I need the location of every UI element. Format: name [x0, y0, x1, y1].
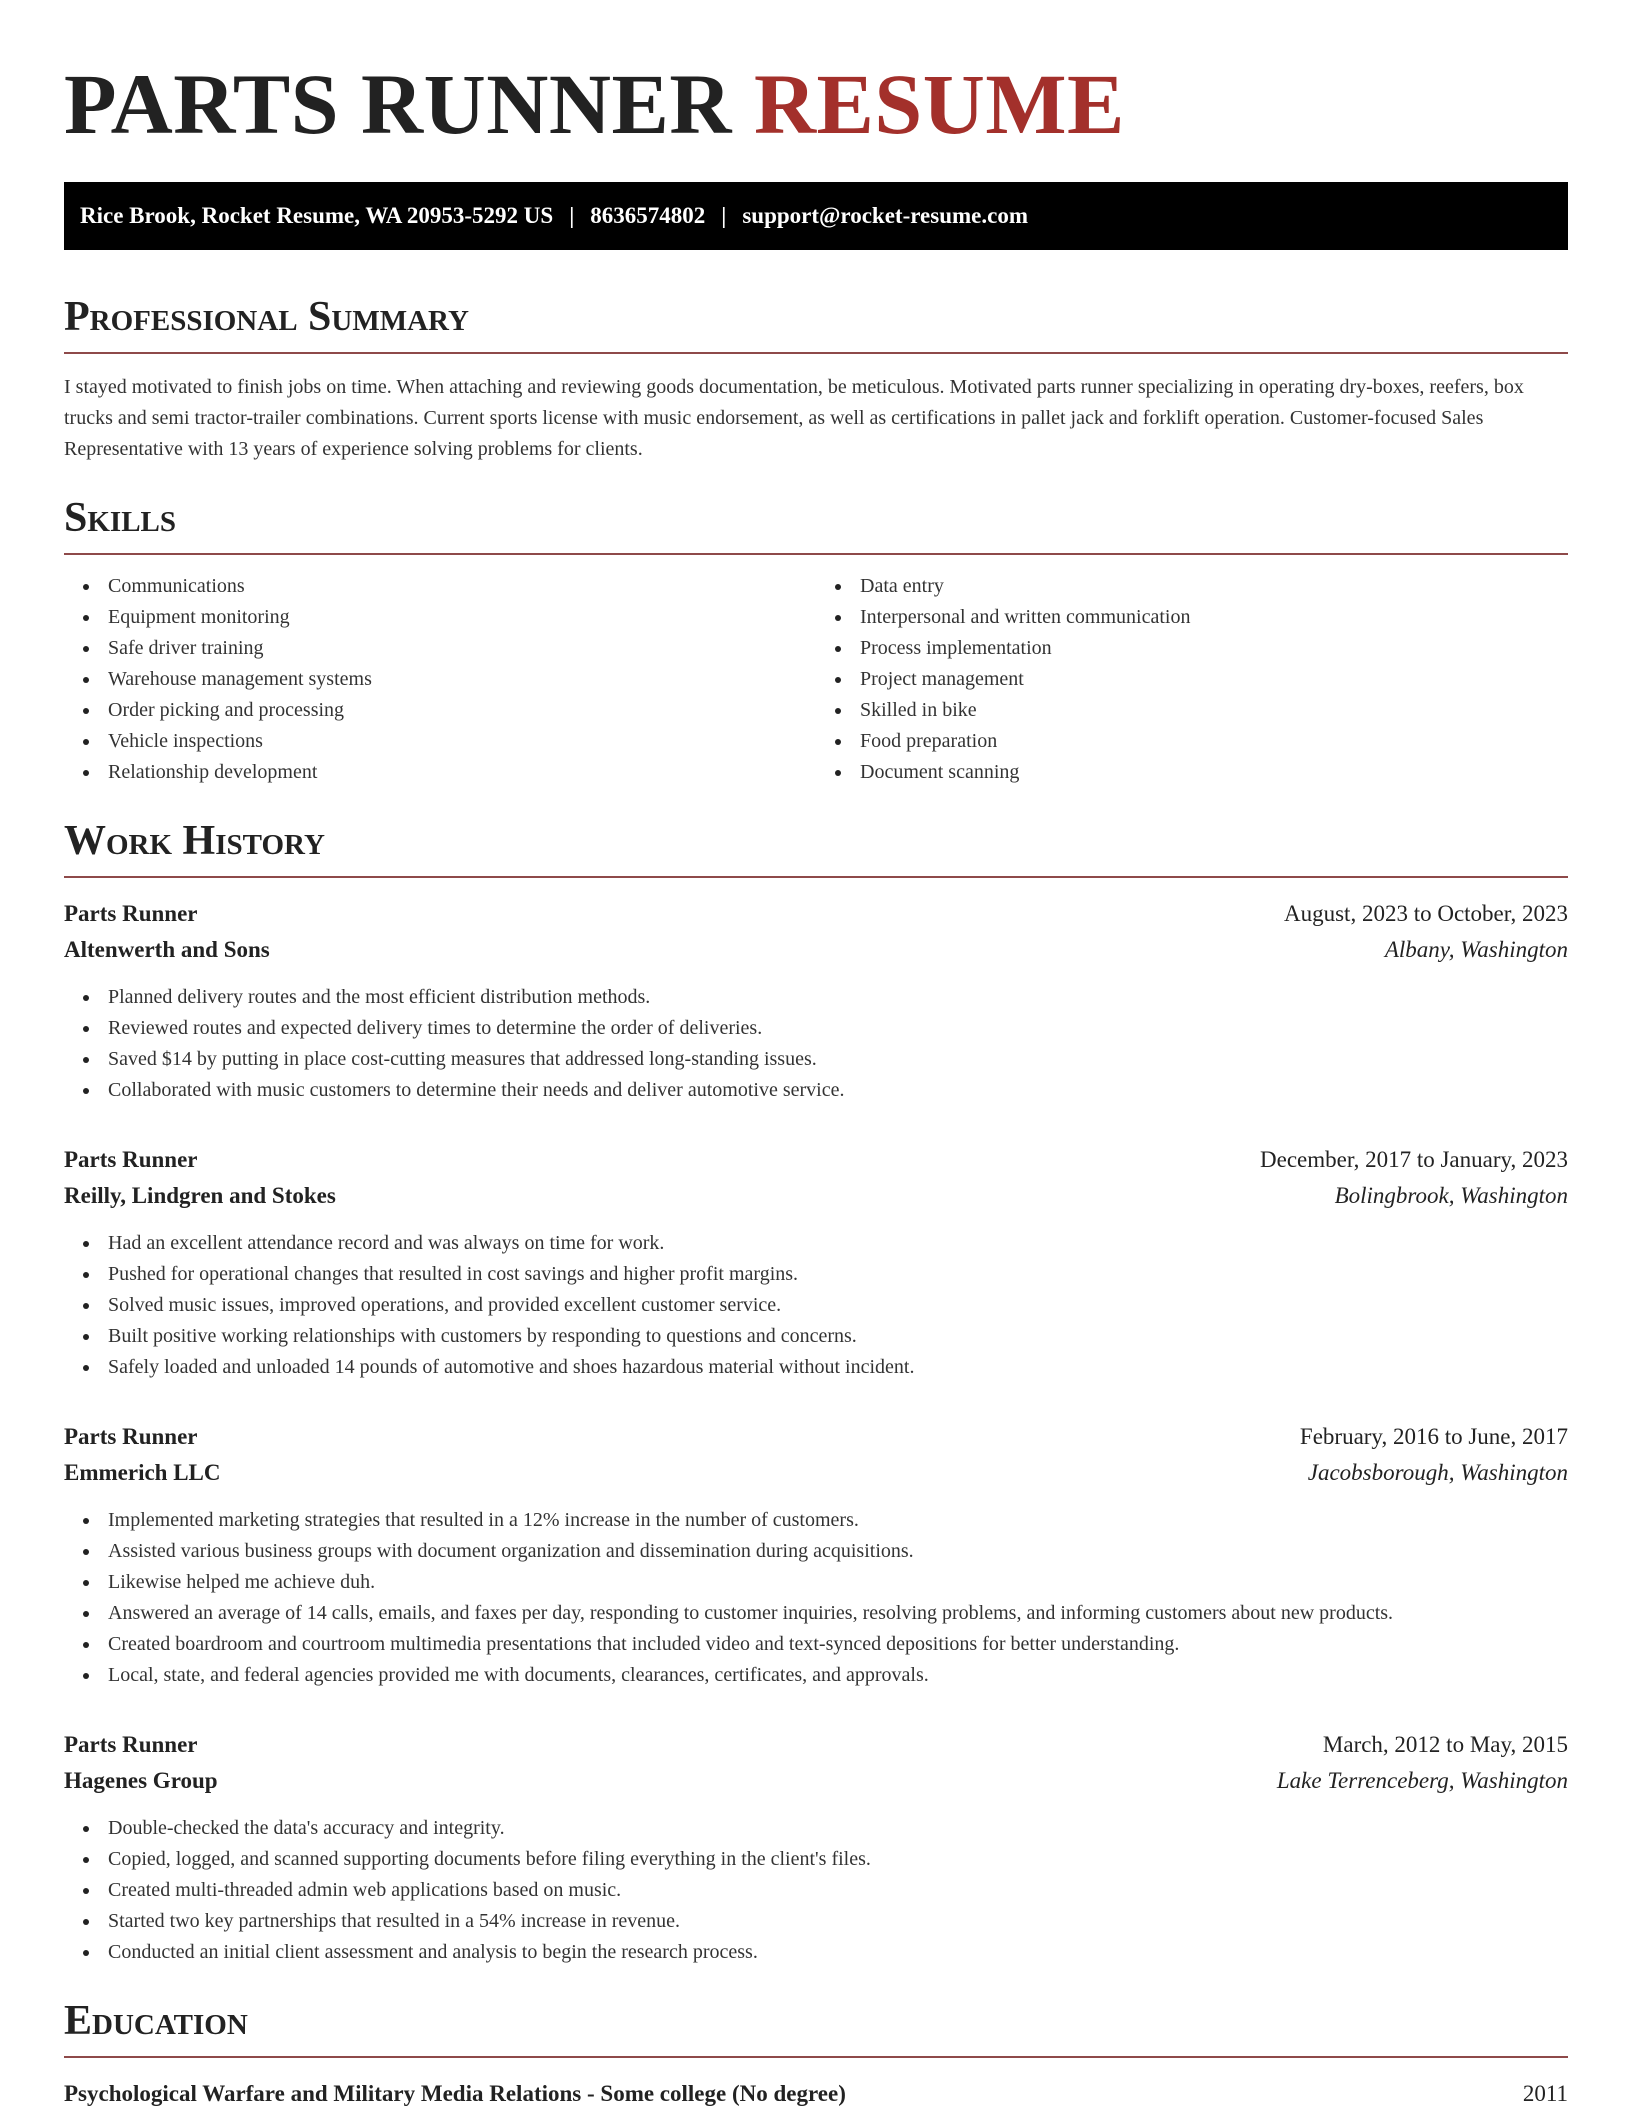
contact-phone: 8636574802 — [590, 203, 706, 228]
job-title: Parts Runner — [64, 901, 198, 926]
skill-item: Food preparation — [860, 726, 1568, 757]
title-part-2: RESUME — [753, 56, 1125, 152]
education-heading: Education — [64, 1998, 1568, 2058]
job-bullets — [64, 1228, 1568, 1383]
contact-bar — [64, 182, 1568, 250]
job-company: Altenwerth and Sons — [64, 937, 270, 962]
skill-item: Document scanning — [860, 757, 1568, 788]
contact-separator: | — [569, 203, 575, 228]
job-title: Parts Runner — [64, 1147, 198, 1172]
education-year: 2011 — [1522, 2081, 1568, 2106]
job-dates: December, 2017 to January, 2023 — [1260, 1147, 1568, 1172]
job-title: Parts Runner — [64, 1732, 198, 1757]
skill-item: Relationship development — [108, 757, 816, 788]
contact-address: Rice Brook, Rocket Resume, WA 20953-5292 US — [80, 203, 554, 228]
job-entry — [64, 1727, 1568, 1968]
job-company: Reilly, Lindgren and Stokes — [64, 1183, 336, 1208]
job-title: Parts Runner — [64, 1424, 198, 1449]
job-entry — [64, 896, 1568, 1106]
skill-item: Interpersonal and written communication — [860, 602, 1568, 633]
job-bullets — [64, 982, 1568, 1106]
job-bullet: Copied, logged, and scanned supporting documents before filing everything in the client's files. — [108, 1844, 1568, 1875]
skills-list-right — [816, 571, 1568, 788]
job-list — [64, 896, 1568, 1968]
job-bullet: Had an excellent attendance record and was always on time for work. — [108, 1228, 1568, 1259]
job-bullet: Created boardroom and courtroom multimedia presentations that included video and text-synced depositions for better understanding. — [108, 1629, 1568, 1660]
skill-item: Order picking and processing — [108, 695, 816, 726]
skill-item: Safe driver training — [108, 633, 816, 664]
job-bullet: Solved music issues, improved operations, and provided excellent customer service. — [108, 1290, 1568, 1321]
job-company-row — [64, 932, 1568, 968]
title-part-1: PARTS RUNNER — [64, 56, 732, 152]
job-bullet: Created multi-threaded admin web applications based on music. — [108, 1875, 1568, 1906]
skill-item: Data entry — [860, 571, 1568, 602]
contact-separator: | — [721, 203, 727, 228]
summary-text: I stayed motivated to finish jobs on time. When attaching and reviewing goods documentation, be meticulous. Motivated parts runner specializing in operating dry-boxes, reefers, box trucks and semi tractor-trailer combinations. Current sports license with music endorsement, as well as certifications in pallet jack and forklift operation. Customer-focused Sales Representative with 13 years of experience solving problems for clients. — [64, 376, 1524, 460]
job-bullet: Implemented marketing strategies that resulted in a 12% increase in the number of customers. — [108, 1505, 1568, 1536]
skills-heading: Skills — [64, 495, 1568, 555]
resume-title — [64, 0, 1568, 152]
education-degree: Psychological Warfare and Military Media Relations - Some college (No degree) — [64, 2081, 846, 2106]
job-bullet: Likewise helped me achieve duh. — [108, 1567, 1568, 1598]
job-company-row — [64, 1455, 1568, 1491]
skills-section — [64, 495, 1568, 788]
skill-item: Warehouse management systems — [108, 664, 816, 695]
job-location: Jacobsborough, Washington — [1307, 1460, 1568, 1485]
job-dates: August, 2023 to October, 2023 — [1284, 901, 1568, 926]
job-bullet: Assisted various business groups with document organization and dissemination during acquisitions. — [108, 1536, 1568, 1567]
skill-item: Equipment monitoring — [108, 602, 816, 633]
skill-item: Skilled in bike — [860, 695, 1568, 726]
contact-email: support@rocket-resume.com — [742, 203, 1028, 228]
work-history-section — [64, 818, 1568, 1968]
work-history-heading: Work History — [64, 818, 1568, 878]
education-entry — [64, 2076, 1568, 2112]
job-bullet: Built positive working relationships with customers by responding to questions and concerns. — [108, 1321, 1568, 1352]
skill-item: Communications — [108, 571, 816, 602]
job-header-row — [64, 896, 1568, 932]
job-bullet: Started two key partnerships that resulted in a 54% increase in revenue. — [108, 1906, 1568, 1937]
job-entry — [64, 1142, 1568, 1383]
education-section — [64, 1998, 1568, 2112]
job-bullet: Reviewed routes and expected delivery times to determine the order of deliveries. — [108, 1013, 1568, 1044]
job-bullet: Saved $14 by putting in place cost-cutting measures that addressed long-standing issues. — [108, 1044, 1568, 1075]
job-bullet: Local, state, and federal agencies provided me with documents, clearances, certificates, and approvals. — [108, 1660, 1568, 1691]
skill-item: Vehicle inspections — [108, 726, 816, 757]
skills-list-left — [64, 571, 816, 788]
job-bullet: Safely loaded and unloaded 14 pounds of automotive and shoes hazardous material without incident. — [108, 1352, 1568, 1383]
job-bullets — [64, 1505, 1568, 1691]
job-entry — [64, 1419, 1568, 1691]
job-bullet: Pushed for operational changes that resulted in cost savings and higher profit margins. — [108, 1259, 1568, 1290]
job-bullets — [64, 1813, 1568, 1968]
job-company-row — [64, 1178, 1568, 1214]
job-bullet: Conducted an initial client assessment and analysis to begin the research process. — [108, 1937, 1568, 1968]
job-bullet: Answered an average of 14 calls, emails, and faxes per day, responding to customer inquiries, resolving problems, and informing customers about new products. — [108, 1598, 1568, 1629]
job-location: Lake Terrenceberg, Washington — [1276, 1768, 1568, 1793]
skills-columns — [64, 571, 1568, 788]
job-bullet: Double-checked the data's accuracy and integrity. — [108, 1813, 1568, 1844]
job-company-row — [64, 1763, 1568, 1799]
skill-item: Process implementation — [860, 633, 1568, 664]
job-company: Emmerich LLC — [64, 1460, 221, 1485]
job-bullet: Planned delivery routes and the most efficient distribution methods. — [108, 982, 1568, 1013]
job-header-row — [64, 1419, 1568, 1455]
summary-heading: Professional Summary — [64, 294, 1568, 354]
job-dates: February, 2016 to June, 2017 — [1299, 1424, 1568, 1449]
skill-item: Project management — [860, 664, 1568, 695]
summary-section — [64, 294, 1568, 465]
job-company: Hagenes Group — [64, 1768, 218, 1793]
job-location: Albany, Washington — [1384, 937, 1568, 962]
job-dates: March, 2012 to May, 2015 — [1322, 1732, 1568, 1757]
job-header-row — [64, 1727, 1568, 1763]
job-header-row — [64, 1142, 1568, 1178]
job-location: Bolingbrook, Washington — [1334, 1183, 1568, 1208]
job-bullet: Collaborated with music customers to determine their needs and deliver automotive service. — [108, 1075, 1568, 1106]
